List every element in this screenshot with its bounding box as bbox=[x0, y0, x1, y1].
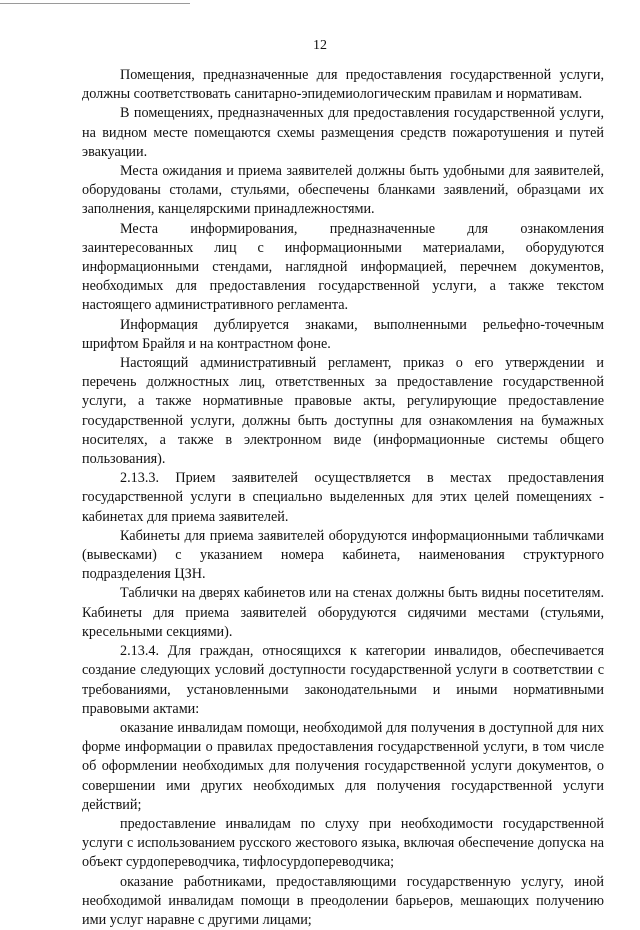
document-body bbox=[82, 66, 604, 930]
paragraph-cabinet-signs: Кабинеты для приема заявителей оборудуются информационными табличками (вывесками) с указанием номера кабинета, наименования структурного подразделения ЦЗН. bbox=[82, 527, 604, 583]
page-number: 12 bbox=[313, 38, 327, 53]
paragraph-premises-requirements: Помещения, предназначенные для предоставления государственной услуги, должны соответствовать санитарно-эпидемиологическим правилам и нормативам. bbox=[82, 67, 604, 103]
paragraph-2-13-3: 2.13.3. Прием заявителей осуществляется в местах предоставления государственной услуги в специально выделенных для этих целей помещениях - кабинетах для приема заявителей. bbox=[82, 470, 604, 525]
paragraph-braille: Информация дублируется знаками, выполненными рельефно-точечным шрифтом Брайля и на контрастном фоне. bbox=[82, 316, 604, 352]
paragraph-door-signs: Таблички на дверях кабинетов или на стенах должны быть видны посетителям. Кабинеты для приема заявителей оборудуются сидячими местами (стульями, кресельными секциями). bbox=[82, 585, 604, 640]
paragraph-sign-language: предоставление инвалидам по слуху при необходимости государственной услуги с использованием русского жестового языка, включая обеспечение допуска на объект сурдопереводчика, тифлосурдопереводчика; bbox=[82, 815, 604, 871]
paragraph-2-13-4: 2.13.4. Для граждан, относящихся к категории инвалидов, обеспечивается создание следующих условий доступности государственной услуги в соответствии с требованиями, установленными законодательными и иными нормативными правовыми актами: bbox=[82, 643, 604, 717]
paragraph-information-areas: Места информирования, предназначенные для ознакомления заинтересованных лиц с информационными материалами, оборудуются информационными стендами, наглядной информацией, перечнем документов, необходимых для предоставления государственной услуги, а также текстом настоящего административного регламента. bbox=[82, 220, 604, 314]
paragraph-staff-assistance: оказание работниками, предоставляющими государственную услугу, иной необходимой инвалидам помощи в преодолении барьеров, мешающих получению ими услуг наравне с другими лицами; bbox=[82, 873, 604, 928]
paragraph-regulation-availability: Настоящий административный регламент, приказ о его утверждении и перечень должностных лиц, ответственных за предоставление государственной услуги, а также нормативные правовые акты, регулирующие предоставление государственной услуги, должны быть доступны для ознакомления на бумажных носителях, а также в электронном виде (информационные системы общего пользования). bbox=[82, 355, 604, 468]
paragraph-assistance-information: оказание инвалидам помощи, необходимой для получения в доступной для них форме информации о правилах предоставления государственной услуги, в том числе об оформлении необходимых для получения государственной услуги документов, о совершении ими других необходимых для получения государственной услуги действий; bbox=[82, 719, 604, 813]
paragraph-evacuation-schemes: В помещениях, предназначенных для предоставления государственной услуги, на видном месте помещаются схемы размещения средств пожаротушения и путей эвакуации. bbox=[82, 105, 604, 160]
paragraph-waiting-areas: Места ожидания и приема заявителей должны быть удобными для заявителей, оборудованы столами, стульями, обеспечены бланками заявлений, образцами их заполнения, канцелярскими принадлежностями. bbox=[82, 163, 604, 218]
scan-top-rule bbox=[0, 3, 190, 4]
